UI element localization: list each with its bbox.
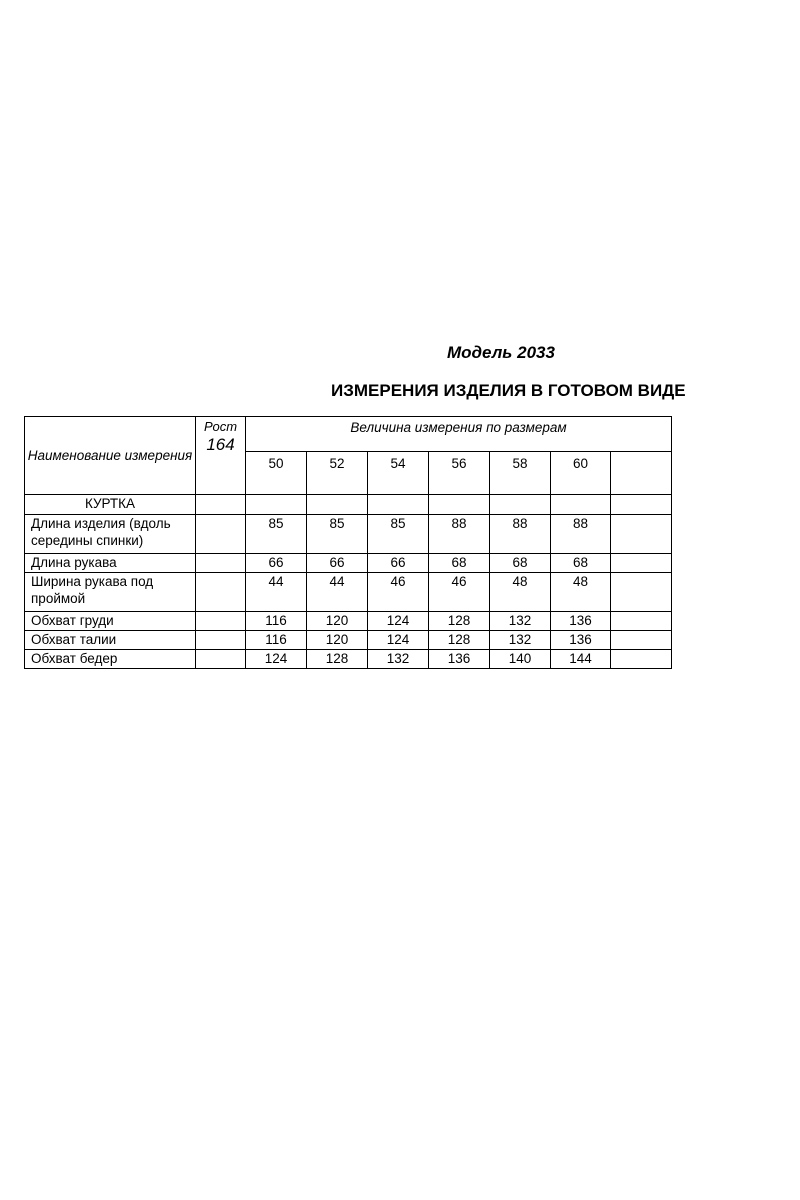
value-cell: 128 xyxy=(429,612,490,631)
value-cell: 44 xyxy=(307,573,368,612)
empty-cell xyxy=(551,495,611,515)
value-cell: 48 xyxy=(490,573,551,612)
value-cell: 44 xyxy=(246,573,307,612)
empty-cell xyxy=(368,495,429,515)
value-cell: 68 xyxy=(429,554,490,573)
value-cell: 128 xyxy=(307,650,368,669)
value-cell: 132 xyxy=(490,612,551,631)
empty-cell xyxy=(196,495,246,515)
value-cell: 85 xyxy=(368,515,429,554)
value-cell: 68 xyxy=(490,554,551,573)
table-row xyxy=(25,515,672,554)
model-title: Модель 2033 xyxy=(447,343,555,362)
empty-cell xyxy=(490,495,551,515)
row-name: Длина изделия (вдоль середины спинки) xyxy=(25,515,196,554)
empty-cell xyxy=(611,495,672,515)
empty-cell xyxy=(611,515,672,554)
value-cell: 120 xyxy=(307,631,368,650)
value-cell: 124 xyxy=(368,612,429,631)
height-label: Рост xyxy=(203,419,238,434)
row-name: Длина рукава xyxy=(25,554,196,573)
size-header: 54 xyxy=(368,452,429,495)
table-row xyxy=(25,612,672,631)
value-cell: 140 xyxy=(490,650,551,669)
empty-cell xyxy=(246,495,307,515)
value-cell: 116 xyxy=(246,612,307,631)
table-row xyxy=(25,554,672,573)
value-cell: 85 xyxy=(307,515,368,554)
value-cell: 120 xyxy=(307,612,368,631)
empty-cell xyxy=(196,612,246,631)
value-cell: 66 xyxy=(246,554,307,573)
row-name: Ширина рукава под проймой xyxy=(25,573,196,612)
document-title: ИЗМЕРЕНИЯ ИЗДЕЛИЯ В ГОТОВОМ ВИДЕ xyxy=(331,381,686,400)
table-row xyxy=(25,631,672,650)
value-cell: 48 xyxy=(551,573,611,612)
value-cell: 88 xyxy=(551,515,611,554)
size-header: 60 xyxy=(551,452,611,495)
section-name: КУРТКА xyxy=(25,495,196,515)
value-cell: 85 xyxy=(246,515,307,554)
value-cell: 132 xyxy=(368,650,429,669)
size-header: 50 xyxy=(246,452,307,495)
empty-cell xyxy=(611,452,672,495)
empty-cell xyxy=(429,495,490,515)
measurements-table xyxy=(24,416,672,669)
value-cell: 124 xyxy=(246,650,307,669)
table-row xyxy=(25,650,672,669)
value-cell: 66 xyxy=(368,554,429,573)
sizes-header: Величина измерения по размерам xyxy=(246,417,672,452)
row-name: Обхват бедер xyxy=(25,650,196,669)
value-cell: 68 xyxy=(551,554,611,573)
value-cell: 88 xyxy=(429,515,490,554)
value-cell: 136 xyxy=(551,631,611,650)
size-header: 58 xyxy=(490,452,551,495)
value-cell: 46 xyxy=(368,573,429,612)
value-cell: 128 xyxy=(429,631,490,650)
height-value: 164 xyxy=(206,435,235,454)
value-cell: 136 xyxy=(551,612,611,631)
value-cell: 144 xyxy=(551,650,611,669)
row-name: Обхват талии xyxy=(25,631,196,650)
empty-cell xyxy=(307,495,368,515)
empty-cell xyxy=(196,573,246,612)
size-header: 56 xyxy=(429,452,490,495)
empty-cell xyxy=(196,650,246,669)
empty-cell xyxy=(196,515,246,554)
value-cell: 124 xyxy=(368,631,429,650)
measurement-name-header: Наименование измерения xyxy=(25,417,196,495)
value-cell: 136 xyxy=(429,650,490,669)
value-cell: 46 xyxy=(429,573,490,612)
height-header xyxy=(196,417,246,495)
empty-cell xyxy=(611,631,672,650)
empty-cell xyxy=(611,612,672,631)
empty-cell xyxy=(611,554,672,573)
row-name: Обхват груди xyxy=(25,612,196,631)
value-cell: 88 xyxy=(490,515,551,554)
value-cell: 132 xyxy=(490,631,551,650)
value-cell: 66 xyxy=(307,554,368,573)
empty-cell xyxy=(196,554,246,573)
table-row xyxy=(25,573,672,612)
empty-cell xyxy=(611,573,672,612)
size-header: 52 xyxy=(307,452,368,495)
empty-cell xyxy=(196,631,246,650)
empty-cell xyxy=(611,650,672,669)
value-cell: 116 xyxy=(246,631,307,650)
